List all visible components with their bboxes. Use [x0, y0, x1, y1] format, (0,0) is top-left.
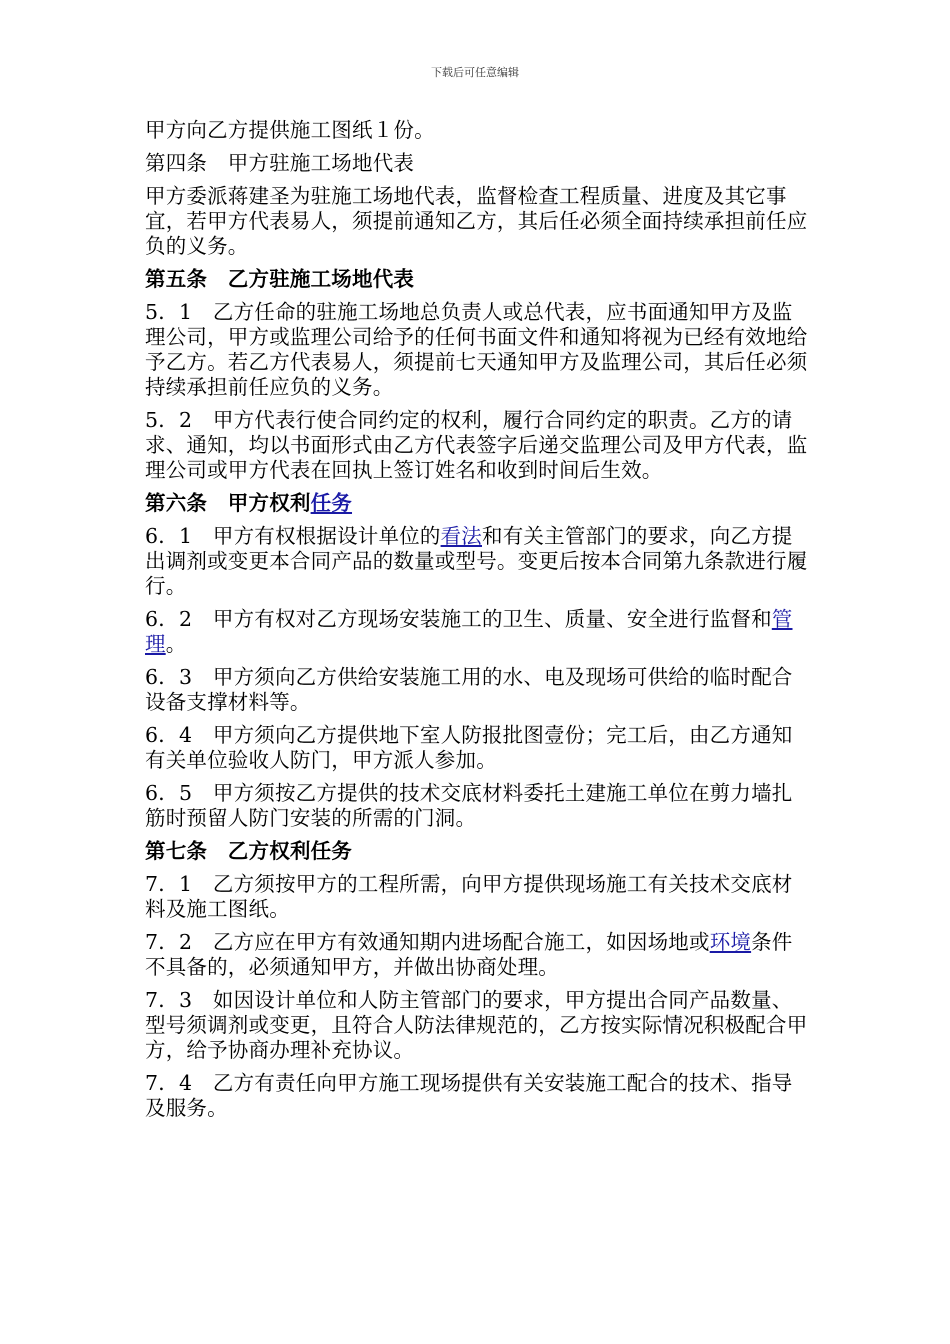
- link-huanjing[interactable]: 环境: [709, 930, 752, 954]
- clause-text: 6．2 甲方有权对乙方现场安装施工的卫生、质量、安全进行监督和: [145, 607, 772, 631]
- clause-text: 6．1 甲方有权根据设计单位的: [145, 524, 441, 548]
- clause-6-4: 6．4 甲方须向乙方提供地下室人防报批图壹份；完工后，由乙方通知有关单位验收人防门，甲方派人参加。: [145, 723, 793, 772]
- clause-6-2: [145, 607, 810, 657]
- page-header: 下载后可任意编辑: [431, 66, 519, 79]
- section-heading-4: 第四条 甲方驻施工场地代表: [145, 151, 415, 175]
- section-heading-5: 第五条 乙方驻施工场地代表: [145, 267, 415, 291]
- clause-6-1: [145, 524, 810, 599]
- clause-text-tail: 和有关主管部门的要求，向乙方提出调剂或变更本合同产品的数量或型号。变更后按本合同第九条款进行履行。: [145, 524, 808, 598]
- section-heading-6: [145, 491, 810, 516]
- section-heading-7: 第七条 乙方权利任务: [145, 839, 352, 863]
- link-kanfa[interactable]: 看法: [440, 524, 482, 548]
- link-renwu[interactable]: 任务: [310, 491, 353, 515]
- link-guanli[interactable]: 管理: [145, 607, 793, 656]
- clause-text-tail: 。: [165, 632, 187, 656]
- clause-7-2: [145, 930, 810, 980]
- paragraph: 甲方向乙方提供施工图纸１份。: [145, 118, 435, 142]
- clause-7-4: 7．4 乙方有责任向甲方施工现场提供有关安装施工配合的技术、指导及服务。: [145, 1071, 793, 1120]
- heading-text: 第六条 甲方权利: [145, 491, 311, 515]
- clause-7-3: 7．3 如因设计单位和人防主管部门的要求，甲方提出合同产品数量、型号须调剂或变更，且符合人防法律规范的，乙方按实际情况积极配合甲方，给予协商办理补充协议。: [145, 988, 808, 1062]
- clause-6-5: 6．5 甲方须按乙方提供的技术交底材料委托土建施工单位在剪力墙扎筋时预留人防门安装的所需的门洞。: [145, 781, 793, 830]
- clause-text: 7．2 乙方应在甲方有效通知期内进场配合施工，如因场地或: [145, 930, 710, 954]
- clause-7-1: 7．1 乙方须按甲方的工程所需，向甲方提供现场施工有关技术交底材料及施工图纸。: [145, 872, 793, 921]
- paragraph: 甲方委派蒋建圣为驻施工场地代表，监督检查工程质量、进度及其它事宜，若甲方代表易人，须提前通知乙方，其后任必须全面持续承担前任应负的义务。: [145, 184, 808, 258]
- clause-6-3: 6．3 甲方须向乙方供给安装施工用的水、电及现场可供给的临时配合设备支撑材料等。: [145, 665, 793, 714]
- clause-text-tail: 条件不具备的，必须通知甲方，并做出协商处理。: [145, 930, 793, 979]
- document-body: [145, 118, 810, 1129]
- clause-5-1: 5．1 乙方任命的驻施工场地总负责人或总代表，应书面通知甲方及监理公司，甲方或监理公司给予的任何书面文件和通知将视为已经有效地给予乙方。若乙方代表易人，须提前七天通知甲方及监理公司，其后任必须持续承担前任应负的义务。: [145, 300, 808, 399]
- clause-5-2: 5．2 甲方代表行使合同约定的权利，履行合同约定的职责。乙方的请求、通知，均以书面形式由乙方代表签字后递交监理公司及甲方代表，监理公司或甲方代表在回执上签订姓名和收到时间后生效。: [145, 408, 808, 482]
